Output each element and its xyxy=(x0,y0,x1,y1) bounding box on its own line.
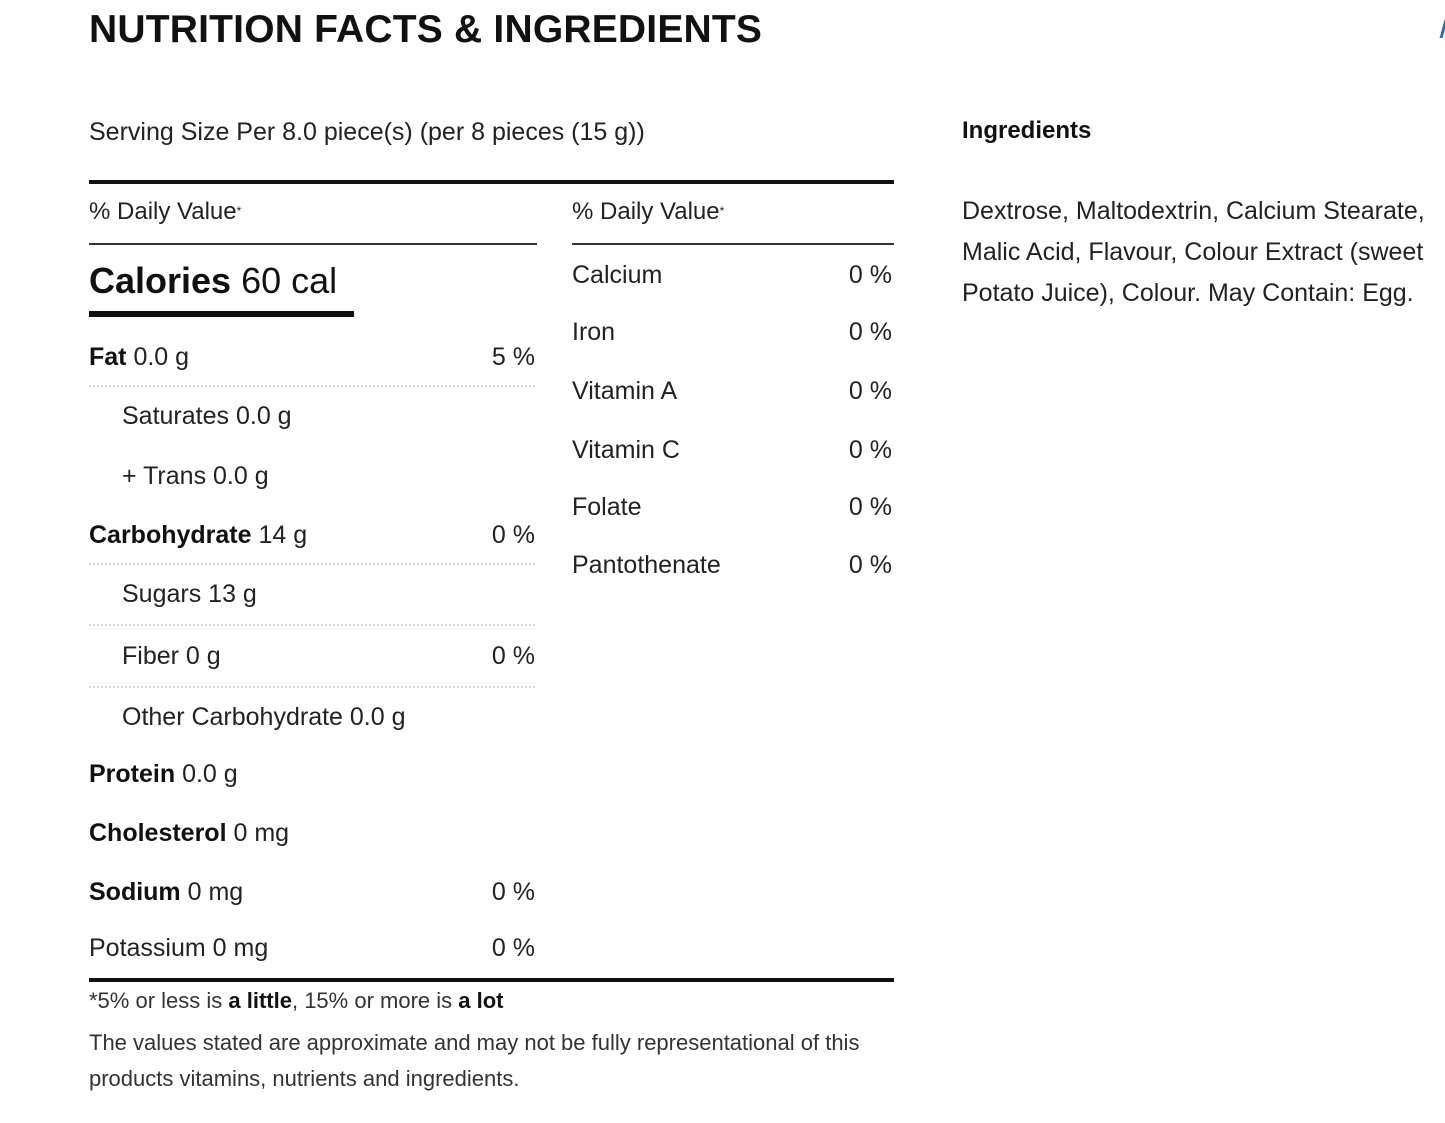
daily-value-header-left: % Daily Value* xyxy=(89,198,242,225)
nutrient-row-fat: Fat 0.0 g xyxy=(89,343,190,371)
row-divider xyxy=(89,686,535,688)
nutrition-top-rule xyxy=(89,180,894,184)
scroll-to-top-icon[interactable] xyxy=(1437,20,1445,38)
calories-value: 60 cal xyxy=(241,260,338,301)
row-divider xyxy=(89,624,535,626)
vitamin-row-vitamin-c: Vitamin C xyxy=(572,436,680,464)
vitamin-percent-vitamin-a: 0 % xyxy=(848,377,892,405)
calories-label: Calories xyxy=(89,260,232,301)
daily-value-rule-right xyxy=(572,243,894,245)
vitamin-row-vitamin-a: Vitamin A xyxy=(572,377,678,405)
vitamin-row-calcium: Calcium xyxy=(572,261,663,289)
nutrient-row-protein: Protein 0.0 g xyxy=(89,760,238,788)
vitamin-percent-vitamin-c: 0 % xyxy=(848,436,892,464)
calories-underline xyxy=(89,311,354,317)
nutrient-row-cholesterol: Cholesterol 0 mg xyxy=(89,819,290,847)
nutrient-row-other-carbohydrate: Other Carbohydrate 0.0 g xyxy=(122,703,406,731)
nutrient-percent-carbohydrate: 0 % xyxy=(491,521,535,549)
page-title: NUTRITION FACTS & INGREDIENTS xyxy=(89,8,763,51)
daily-value-footnote: *5% or less is a little, 15% or more is a lot xyxy=(89,988,504,1013)
nutrient-row-trans: + Trans 0.0 g xyxy=(122,462,269,490)
ingredients-heading: Ingredients xyxy=(962,117,1092,144)
serving-size: Serving Size Per 8.0 piece(s) (per 8 pieces (15 g)) xyxy=(89,118,645,146)
vitamin-row-pantothenate: Pantothenate xyxy=(572,551,721,579)
vitamin-percent-folate: 0 % xyxy=(848,493,892,521)
nutrition-bottom-rule xyxy=(89,978,894,982)
daily-value-rule-left xyxy=(89,243,537,245)
nutrient-percent-fiber: 0 % xyxy=(491,642,535,670)
nutrient-row-sugars: Sugars 13 g xyxy=(122,580,257,608)
nutrient-row-potassium: Potassium 0 mg xyxy=(89,934,269,962)
nutrient-percent-fat: 5 % xyxy=(491,343,535,371)
daily-value-header-right: % Daily Value* xyxy=(572,198,725,225)
nutrient-percent-potassium: 0 % xyxy=(491,934,535,962)
vitamin-percent-iron: 0 % xyxy=(848,318,892,346)
nutrient-row-saturates: Saturates 0.0 g xyxy=(122,402,292,430)
row-divider xyxy=(89,385,535,387)
nutrient-row-carbohydrate: Carbohydrate 14 g xyxy=(89,521,308,549)
ingredients-text: Dextrose, Maltodextrin, Calcium Stearate, Malic Acid, Flavour, Colour Extract (sweet Potato Juice), Colour. May Contain: Egg. xyxy=(962,197,1425,307)
nutrient-row-fiber: Fiber 0 g xyxy=(122,642,221,670)
vitamin-percent-calcium: 0 % xyxy=(848,261,892,289)
vitamin-percent-pantothenate: 0 % xyxy=(848,551,892,579)
vitamin-row-iron: Iron xyxy=(572,318,616,346)
nutrient-percent-sodium: 0 % xyxy=(491,878,535,906)
disclaimer-text: The values stated are approximate and may not be fully representational of this products vitamins, nutrients and ingredients. xyxy=(89,1030,860,1091)
nutrient-row-sodium: Sodium 0 mg xyxy=(89,878,244,906)
row-divider xyxy=(89,563,535,565)
vitamin-row-folate: Folate xyxy=(572,493,642,521)
calories xyxy=(89,260,337,302)
